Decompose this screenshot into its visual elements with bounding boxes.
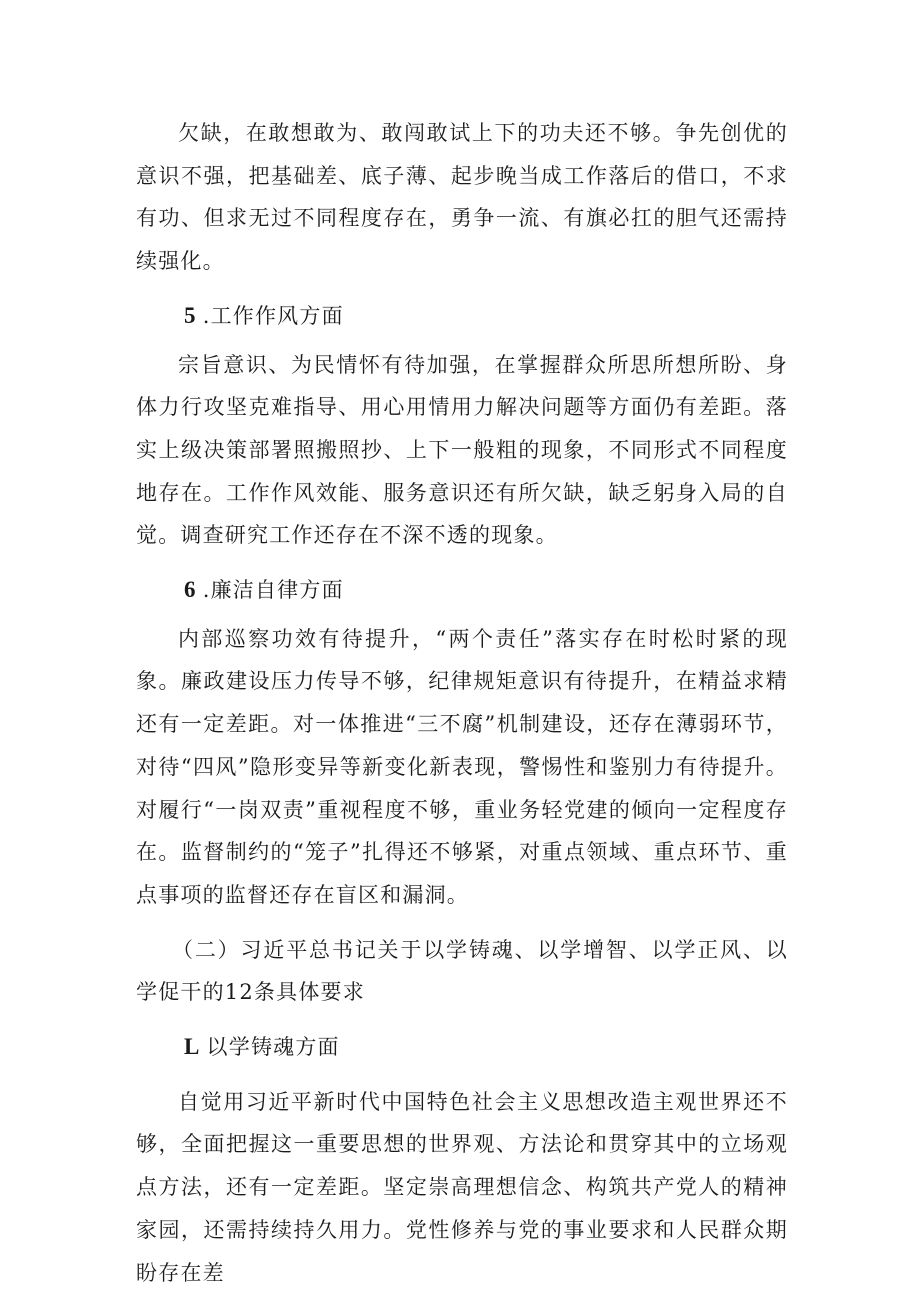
paragraph-integrity: 内部巡察功效有待提升，“两个责任”落实存在时松时紧的现象。廉政建设压力传导不够，纪律规矩意识有待提升，在精益求精还有一定差距。对一体推进“三不腐”机制建设，还存在薄弱环节，对待“四风”隐形变异等新变化新表现，警惕性和鉴别力有待提升。对履行“一岗双责”重视程度不够，重业务轻党建的倾向一定程度存在。监督制约的“笼子”扎得还不够紧，对重点领域、重点环节、重点事项的监督还存在盲区和漏洞。 xyxy=(136,626,788,907)
section-heading-soul-casting xyxy=(136,1026,788,1069)
section-title: .廉洁自律方面 xyxy=(202,578,344,603)
document-body xyxy=(136,112,788,1294)
subsection-heading-requirements: （二）习近平总书记关于以学铸魂、以学增智、以学正风、以学促干的12条具体要求 xyxy=(136,937,788,1005)
section-number: 5 xyxy=(184,302,197,328)
section-heading-integrity xyxy=(136,569,788,612)
section-title: .工作作风方面 xyxy=(202,303,344,328)
paragraph-soul-casting: 自觉用习近平新时代中国特色社会主义思想改造主观世界还不够，全面把握这一重要思想的世界观、方法论和贯穿其中的立场观点方法，还有一定差距。坚定崇高理想信念、构筑共产党人的精神家园，还需持续持久用力。党性修养与党的事业要求和人民群众期盼存在差 xyxy=(136,1089,788,1285)
paragraph-innovation-spirit: 欠缺，在敢想敢为、敢闯敢试上下的功夫还不够。争先创优的意识不强，把基础差、底子薄、起步晚当成工作落后的借口，不求有功、但求无过不同程度存在，勇争一流、有旗必扛的胆气还需持续强化。 xyxy=(136,121,788,274)
paragraph-work-style: 宗旨意识、为民情怀有待加强，在掌握群众所思所想所盼、身体力行攻坚克难指导、用心用情用力解决问题等方面仍有差距。落实上级决策部署照搬照抄、上下一般粗的现象，不同形式不同程度地存在。工作作风效能、服务意识还有所欠缺，缺乏躬身入局的自觉。调查研究工作还存在不深不透的现象。 xyxy=(136,352,788,548)
section-number: 6 xyxy=(184,577,197,603)
section-title: 以学铸魂方面 xyxy=(206,1035,340,1060)
section-heading-work-style xyxy=(136,295,788,338)
section-number: L xyxy=(184,1034,201,1060)
